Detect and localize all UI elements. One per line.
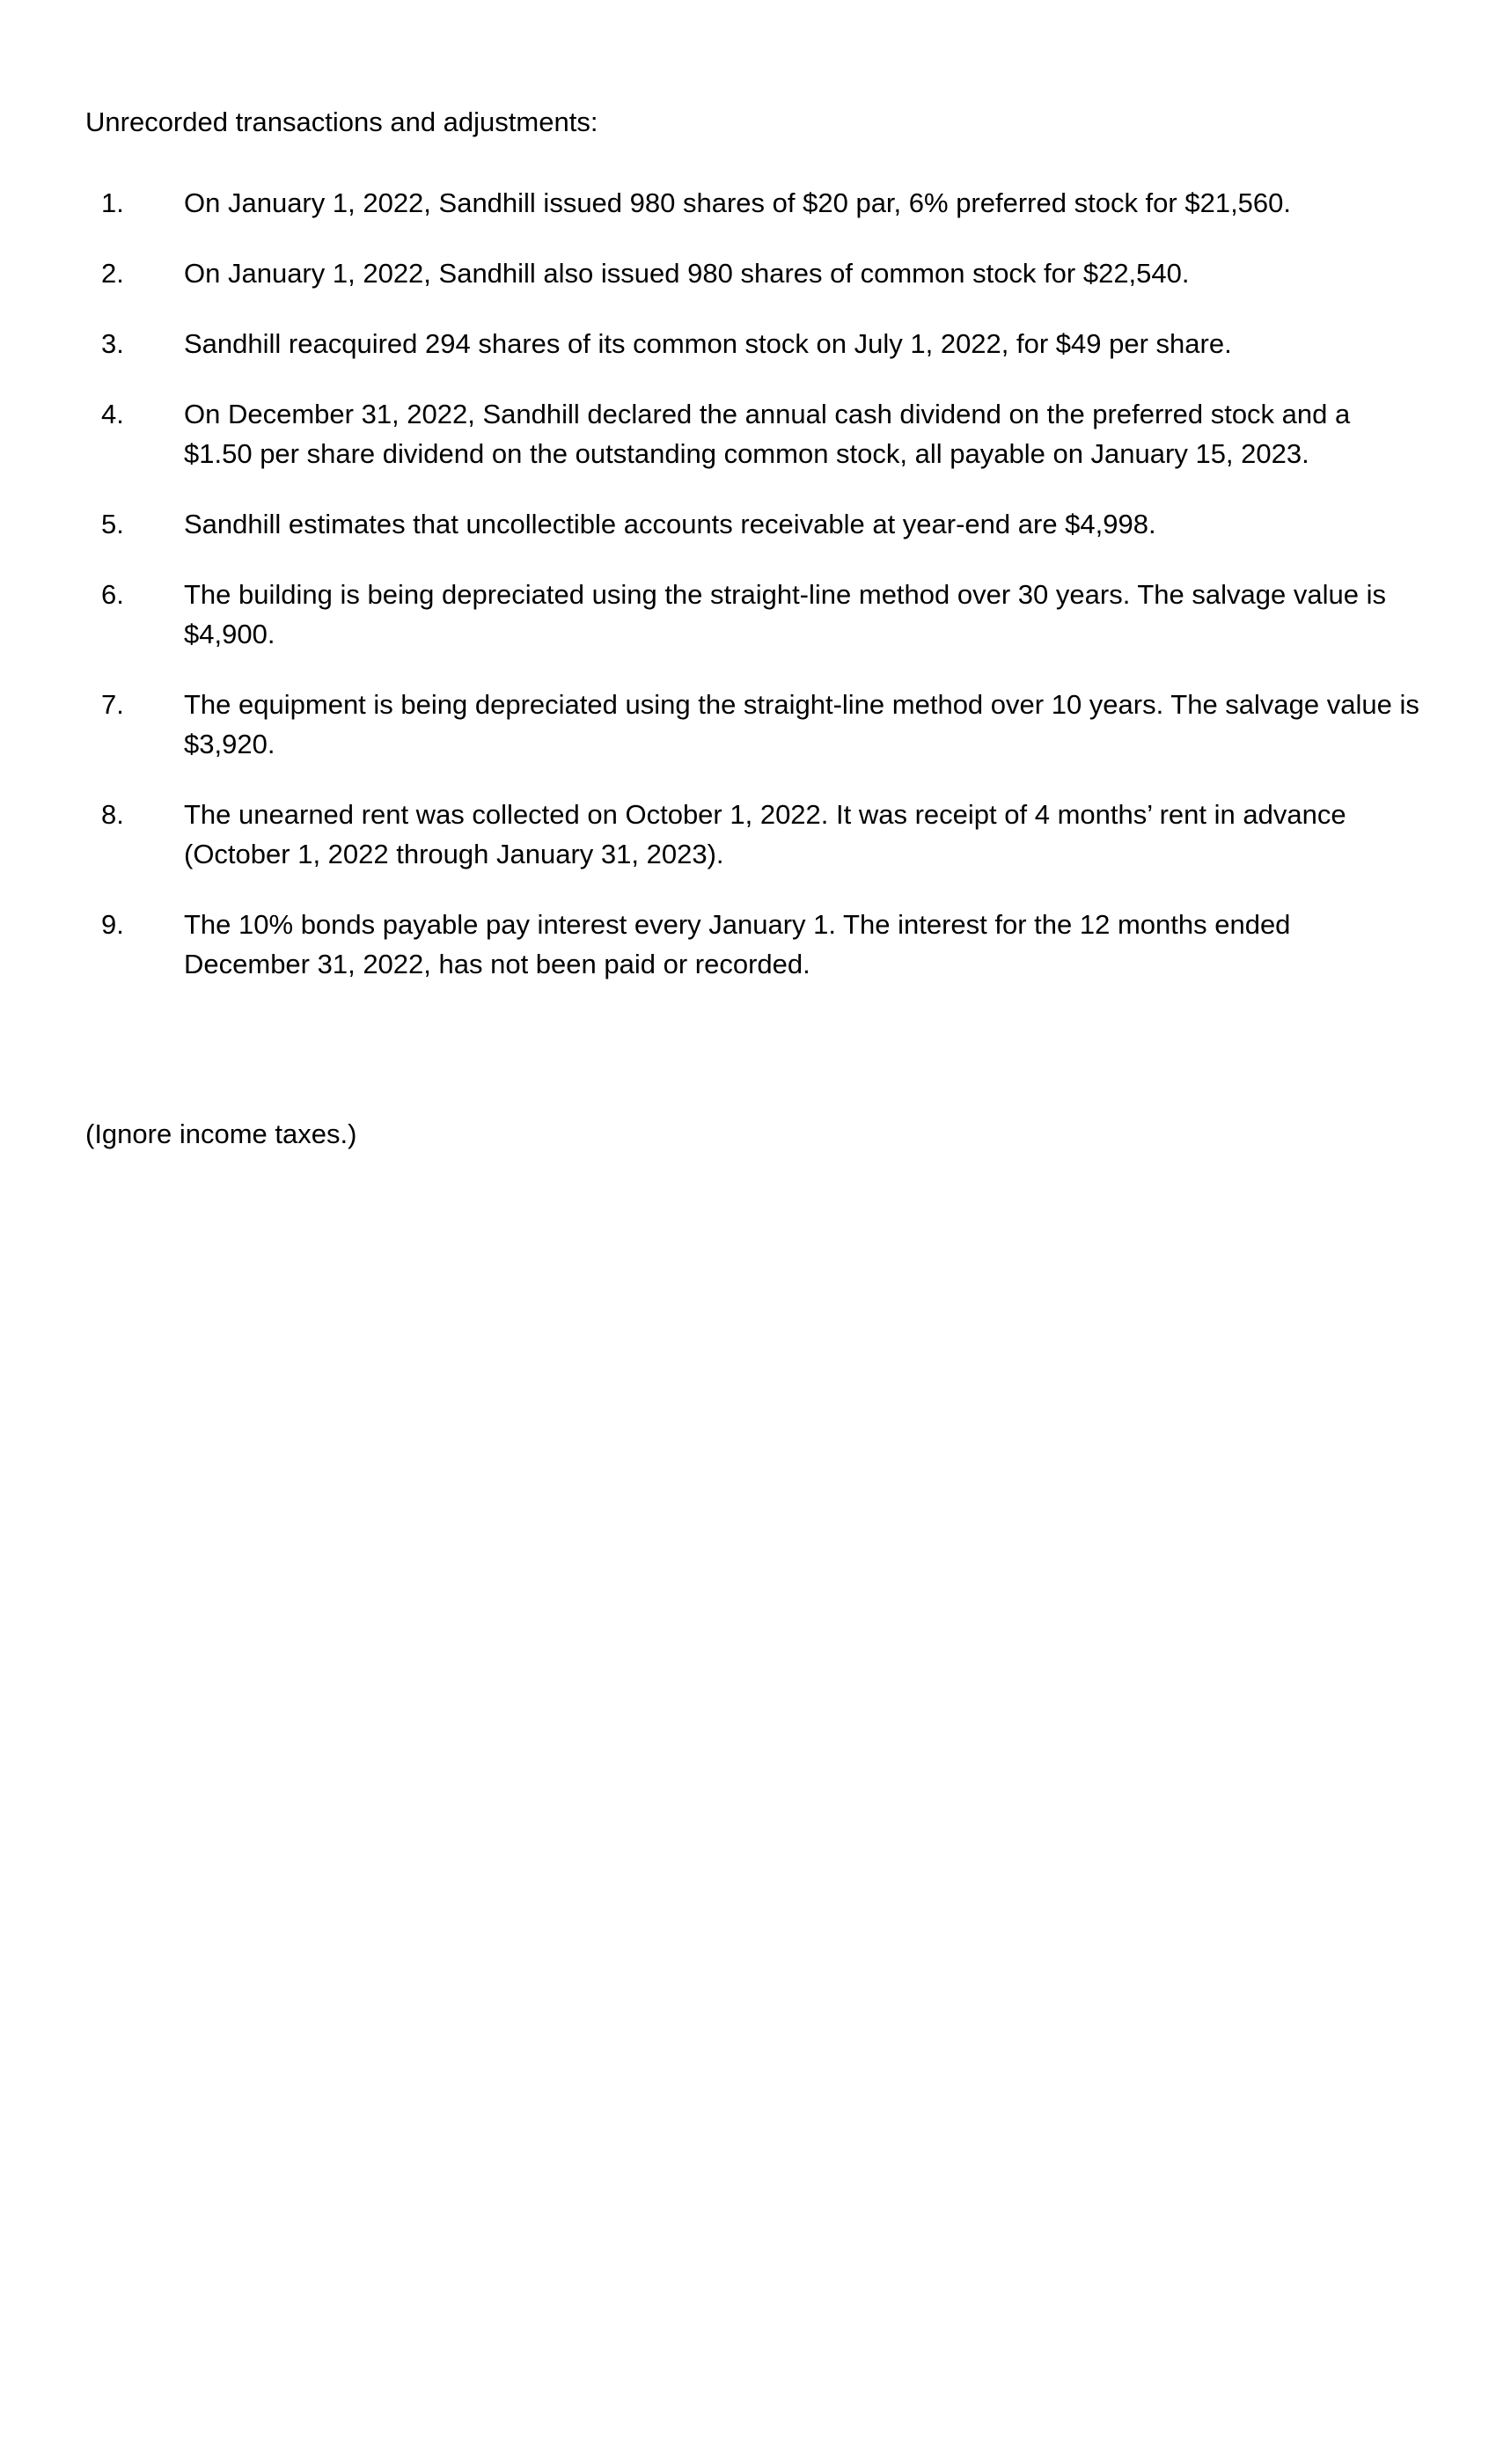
item-number: 4. [101, 399, 124, 429]
item-number: 3. [101, 328, 124, 359]
adjustment-item [85, 183, 1423, 223]
adjustment-item [85, 685, 1423, 764]
adjustment-item [85, 504, 1423, 544]
item-text: The equipment is being depreciated using the straight-line method over 10 years. The salvage value is $3,920. [184, 689, 1419, 759]
item-number: 7. [101, 689, 124, 720]
item-text: Sandhill estimates that uncollectible accounts receivable at year-end are $4,998. [184, 509, 1156, 539]
item-text: The building is being depreciated using the straight-line method over 30 years. The salvage value is $4,900. [184, 579, 1386, 649]
adjustment-item [85, 394, 1423, 473]
item-text: The 10% bonds payable pay interest every January 1. The interest for the 12 months ended December 31, 2022, has not been paid or recorded. [184, 909, 1291, 979]
adjustment-item [85, 905, 1423, 984]
adjustment-item [85, 253, 1423, 293]
item-number: 2. [101, 258, 124, 289]
item-number: 5. [101, 509, 124, 539]
adjustment-item [85, 575, 1423, 654]
item-number: 9. [101, 909, 124, 940]
ignore-income-taxes-note: (Ignore income taxes.) [85, 1118, 357, 1149]
item-text: The unearned rent was collected on October 1, 2022. It was receipt of 4 months’ rent in advance (October 1, 2022 through January 31, 2023). [184, 799, 1346, 869]
adjustment-item [85, 795, 1423, 874]
item-text: On January 1, 2022, Sandhill issued 980 shares of $20 par, 6% preferred stock for $21,560. [184, 187, 1292, 218]
item-number: 6. [101, 579, 124, 610]
item-number: 1. [101, 187, 124, 218]
adjustment-item [85, 324, 1423, 363]
document-heading: Unrecorded transactions and adjustments: [85, 106, 598, 137]
adjustments-list [85, 183, 1423, 1015]
item-text: On December 31, 2022, Sandhill declared the annual cash dividend on the preferred stock and a $1.50 per share dividend on the outstanding common stock, all payable on January 15, 2023. [184, 399, 1351, 469]
item-number: 8. [101, 799, 124, 830]
item-text: On January 1, 2022, Sandhill also issued 980 shares of common stock for $22,540. [184, 258, 1190, 289]
item-text: Sandhill reacquired 294 shares of its common stock on July 1, 2022, for $49 per share. [184, 328, 1232, 359]
